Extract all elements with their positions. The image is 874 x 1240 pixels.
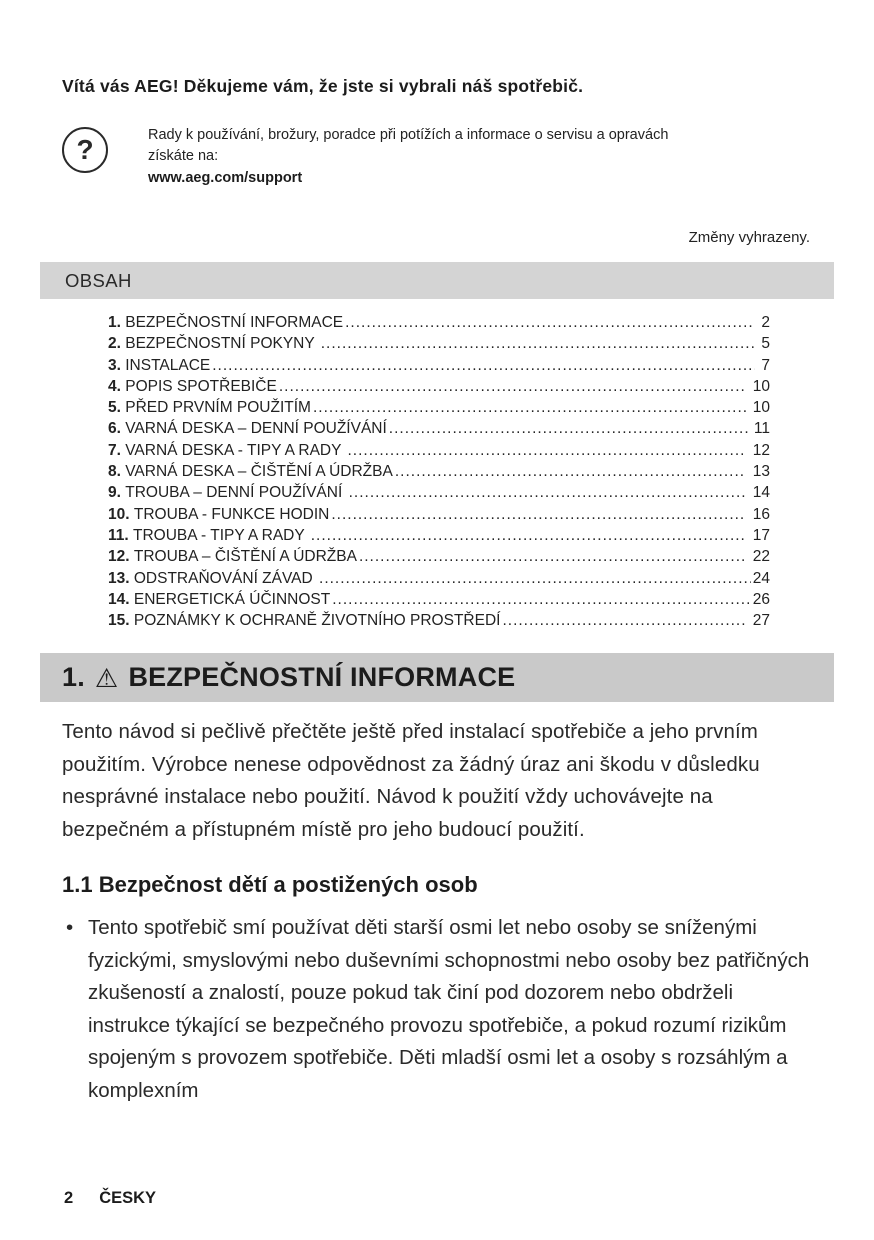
toc-entry[interactable] xyxy=(108,610,770,631)
toc-dot-leader xyxy=(347,440,746,461)
toc-entry-page: 10 xyxy=(748,399,770,417)
toc-header: OBSAH xyxy=(40,262,834,299)
toc-entry-number: 1. xyxy=(108,314,126,331)
section-title: BEZPEČNOSTNÍ INFORMACE xyxy=(128,662,516,693)
section-number: 1. xyxy=(62,662,85,693)
toc-dot-leader xyxy=(502,610,746,631)
toc-dot-leader xyxy=(389,418,748,439)
toc-entry-title: POZNÁMKY K OCHRANĚ ŽIVOTNÍHO PROSTŘEDÍ xyxy=(133,612,501,630)
footer-page-number: 2 xyxy=(64,1189,74,1207)
list-item xyxy=(62,912,812,1107)
toc-entry-title: BEZPEČNOSTNÍ INFORMACE xyxy=(125,314,344,331)
toc-entry-page: 16 xyxy=(748,505,770,523)
toc-entry-page: 27 xyxy=(748,612,770,630)
toc-dot-leader xyxy=(395,461,747,482)
support-info-block xyxy=(62,125,812,189)
toc-entry[interactable] xyxy=(108,376,770,397)
toc-entry-number: 9. xyxy=(108,484,126,502)
bullet-list xyxy=(62,912,812,1107)
toc-entry-page: 11 xyxy=(749,420,770,438)
toc-entry-number: 14. xyxy=(108,590,134,608)
toc-entry-number: 10. xyxy=(108,505,134,523)
toc-entry-page: 2 xyxy=(757,314,770,331)
warning-triangle-icon: ⚠ xyxy=(94,662,119,693)
footer-language-label: ČESKY xyxy=(99,1189,157,1207)
welcome-title: Vítá vás AEG! Děkujeme vám, že jste si vybrali náš spotřebič. xyxy=(62,76,584,96)
toc-entry-number: 3. xyxy=(108,356,126,374)
question-mark-icon: ? xyxy=(62,127,108,173)
support-text xyxy=(148,125,668,189)
toc-dot-leader xyxy=(331,504,746,525)
toc-entry-title: ENERGETICKÁ ÚČINNOST xyxy=(133,590,331,608)
support-text-line1: Rady k používání, brožury, poradce při potížích a informace o servisu a opravách xyxy=(148,127,669,143)
toc-entry-title: TROUBA - TIPY A RADY xyxy=(133,526,309,544)
toc-dot-leader xyxy=(319,568,751,589)
toc-entry-page: 5 xyxy=(757,335,770,353)
toc-entry-page: 26 xyxy=(752,590,770,608)
toc-dot-leader xyxy=(345,312,755,333)
toc-dot-leader xyxy=(332,589,751,610)
page-footer xyxy=(64,1189,156,1208)
toc-dot-leader xyxy=(279,376,747,397)
toc-entry-title: INSTALACE xyxy=(125,356,211,374)
toc-entry-page: 14 xyxy=(748,484,770,502)
toc-entry-title: TROUBA – DENNÍ POUŽÍVÁNÍ xyxy=(125,484,347,502)
toc-entry[interactable] xyxy=(108,546,770,567)
toc-entry-page: 22 xyxy=(748,548,770,566)
toc-entry[interactable] xyxy=(108,312,770,333)
toc-entry-title: TROUBA - FUNKCE HODIN xyxy=(133,505,330,523)
bullet-text: Tento spotřebič smí používat děti starší osmi let nebo osoby se sníženými fyzickými, smyslovými nebo duševními schopnostmi nebo osoby bez patřičných zkušeností a znalostí, pouze pokud tak činí pod dozorem nebo obdrželi instrukce týkající se bezpečného provozu spotřebiče, a pokud rozumí rizikům spojeným s provozem spotřebiče. Děti mladší osmi let a osoby s rozsáhlým a komplexním xyxy=(88,916,810,1102)
toc-entry-title: VARNÁ DESKA – ČIŠTĚNÍ A ÚDRŽBA xyxy=(125,463,393,481)
toc-entry[interactable] xyxy=(108,525,770,546)
toc-entry-page: 12 xyxy=(748,441,770,459)
toc-entry-title: ODSTRAŇOVÁNÍ ZÁVAD xyxy=(133,569,318,587)
toc-dot-leader xyxy=(321,333,755,354)
toc-dot-leader xyxy=(212,355,755,376)
toc-entry-title: POPIS SPOTŘEBIČE xyxy=(125,377,277,395)
toc-entry-title: VARNÁ DESKA – DENNÍ POUŽÍVÁNÍ xyxy=(125,420,387,438)
toc-entry-page: 17 xyxy=(748,526,770,544)
toc-entry-page: 7 xyxy=(757,356,770,374)
subsection-1-1-heading: 1.1 Bezpečnost dětí a postižených osob xyxy=(62,872,478,898)
toc-entry[interactable] xyxy=(108,482,770,503)
toc-entry[interactable] xyxy=(108,355,770,376)
toc-entry-number: 13. xyxy=(108,569,134,587)
toc-entry[interactable] xyxy=(108,333,770,354)
toc-entry[interactable] xyxy=(108,397,770,418)
toc-entry-number: 5. xyxy=(108,399,126,417)
toc-entry[interactable] xyxy=(108,440,770,461)
toc-entry-number: 7. xyxy=(108,441,126,459)
support-url-link[interactable]: www.aeg.com/support xyxy=(148,170,303,186)
section-intro-paragraph: Tento návod si pečlivě přečtěte ještě před instalací spotřebiče a jeho prvním použitím. Výrobce nenese odpovědnost za žádný úraz ani škodu v důsledku nesprávné instalace nebo použití. Návod k použití vždy uchovávejte na bezpečném a přístupném místě pro jeho budoucí použití. xyxy=(62,720,760,841)
changes-reserved-note: Změny vyhrazeny. xyxy=(688,229,810,246)
toc-entry-number: 8. xyxy=(108,463,126,481)
toc-entry-number: 12. xyxy=(108,548,134,566)
toc-entry-number: 11. xyxy=(108,526,133,544)
toc-dot-leader xyxy=(311,525,747,546)
section-1-heading xyxy=(40,653,834,702)
toc-entry-title: TROUBA – ČIŠTĚNÍ A ÚDRŽBA xyxy=(133,548,357,566)
toc-entry[interactable] xyxy=(108,568,770,589)
toc-entry-number: 2. xyxy=(108,335,126,353)
toc-entry-title: PŘED PRVNÍM POUŽITÍM xyxy=(125,399,311,417)
toc-entry-number: 6. xyxy=(108,420,126,438)
toc-entry-number: 4. xyxy=(108,377,126,395)
bullet-marker: • xyxy=(66,916,74,940)
toc-entry[interactable] xyxy=(108,589,770,610)
toc-dot-leader xyxy=(359,546,747,567)
toc-dot-leader xyxy=(349,482,747,503)
toc-dot-leader xyxy=(313,397,746,418)
toc-entry-page: 10 xyxy=(748,377,770,395)
toc-entry-title: BEZPEČNOSTNÍ POKYNY xyxy=(125,335,319,353)
toc-entry-title: VARNÁ DESKA - TIPY A RADY xyxy=(125,441,346,459)
toc-entry[interactable] xyxy=(108,418,770,439)
toc-entry-page: 24 xyxy=(752,569,770,587)
toc-entry-number: 15. xyxy=(108,612,134,630)
toc-entry[interactable] xyxy=(108,461,770,482)
toc-list xyxy=(62,312,812,631)
toc-entry[interactable] xyxy=(108,504,770,525)
support-text-line2: získáte na: xyxy=(148,148,219,164)
toc-entry-page: 13 xyxy=(748,463,770,481)
